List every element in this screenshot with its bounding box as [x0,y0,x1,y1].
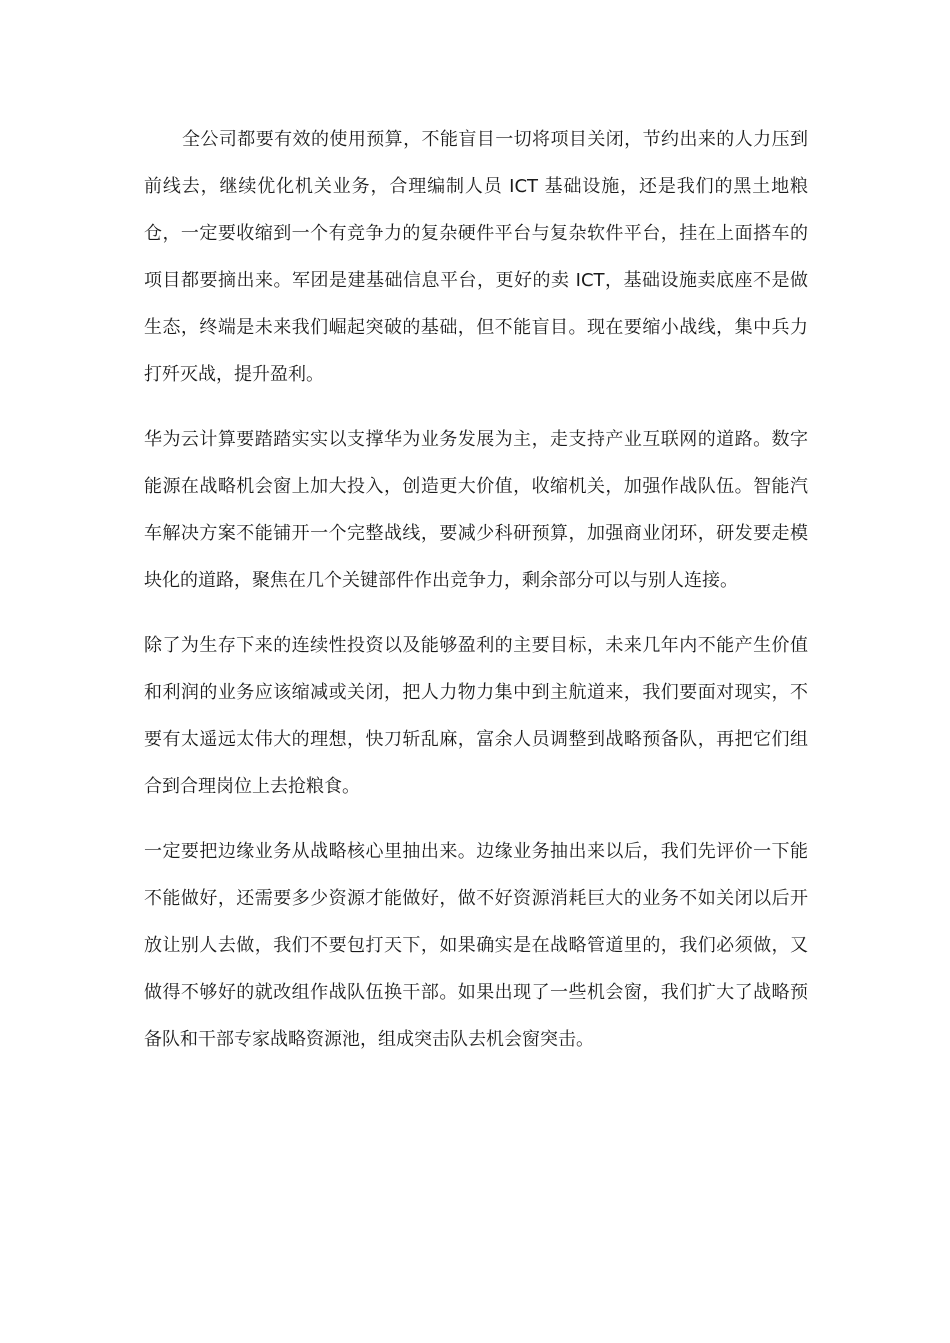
paragraph-3: 除了为生存下来的连续性投资以及能够盈利的主要目标，未来几年内不能产生价值和利润的业务应该缩减或关闭，把人力物力集中到主航道来，我们要面对现实，不要有太遥远太伟大的理想，快刀斩乱麻，富余人员调整到战略预备队，再把它们组合到合理岗位上去抢粮食。 [144,635,808,797]
paragraph-1: 全公司都要有效的使用预算，不能盲目一切将项目关闭，节约出来的人力压到前线去，继续优化机关业务，合理编制人员 ICT 基础设施，还是我们的黑土地粮仓，一定要收缩到一个有竞争力的复杂硬件平台与复杂软件平台，挂在上面搭车的项目都要摘出来。军团是建基础信息平台，更好的卖 ICT，基础设施卖底座不是做生态，终端是未来我们崛起突破的基础，但不能盲目。现在要缩小战线，集中兵力打歼灭战，提升盈利。 [144,129,808,385]
document-body [144,116,808,1063]
paragraph-4: 一定要把边缘业务从战略核心里抽出来。边缘业务抽出来以后，我们先评价一下能不能做好，还需要多少资源才能做好，做不好资源消耗巨大的业务不如关闭以后开放让别人去做，我们不要包打天下，如果确实是在战略管道里的，我们必须做，又做得不够好的就改组作战队伍换干部。如果出现了一些机会窗，我们扩大了战略预备队和干部专家战略资源池，组成突击队去机会窗突击。 [144,841,808,1050]
paragraph-2: 华为云计算要踏踏实实以支撑华为业务发展为主，走支持产业互联网的道路。数字能源在战略机会窗上加大投入，创造更大价值，收缩机关，加强作战队伍。智能汽车解决方案不能铺开一个完整战线，要减少科研预算，加强商业闭环，研发要走模块化的道路，聚焦在几个关键部件作出竞争力，剩余部分可以与别人连接。 [144,429,808,591]
